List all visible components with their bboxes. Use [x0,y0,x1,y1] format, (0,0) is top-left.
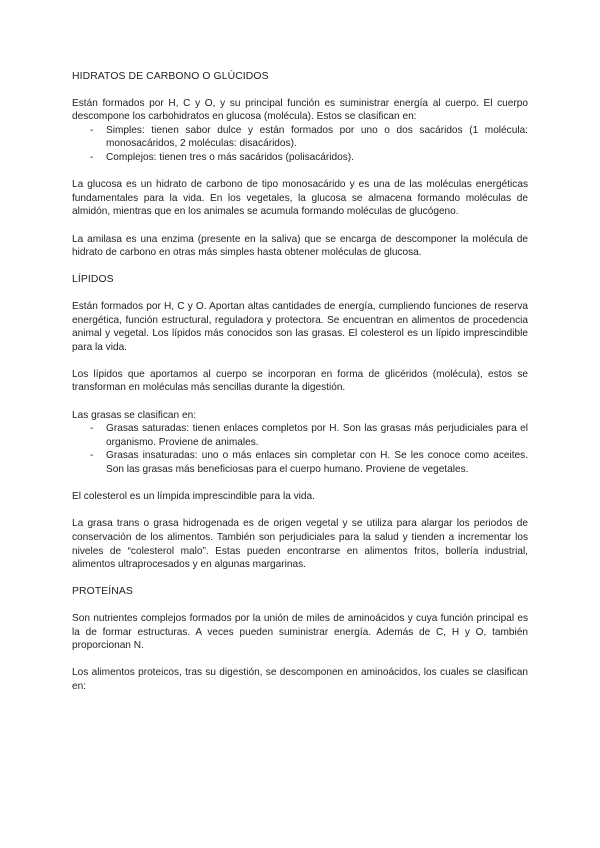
bullet-list [72,124,528,165]
section-title-proteinas: PROTEÍNAS [72,586,133,598]
list-item: - Simples: tienen sabor dulce y están formados por uno o dos sacáridos (1 molécula: monosacáridos, 2 moléculas: disacáridos). [106,124,528,151]
paragraph: Están formados por H, C y O. Aportan altas cantidades de energía, cumpliendo funciones de reserva energética, función estructural, reguladora y protectora. Se encuentran en alimentos de procedencia animal y vegetal. Los lípidos más conocidos son las grasas. El colesterol es un lípido imprescindible para la vida. [72,300,528,353]
paragraph: Los alimentos proteicos, tras su digestión, se descomponen en aminoácidos, los cuales se clasifican en: [72,667,528,692]
paragraph: Los lípidos que aportamos al cuerpo se incorporan en forma de glicéridos (molécula), estos se transforman en moléculas más sencillas durante la digestión. [72,368,528,394]
list-item: - Grasas saturadas: tienen enlaces completos por H. Son las grasas más perjudiciales para el organismo. Proviene de animales. [106,422,528,449]
bullet-list [72,422,528,476]
section-title-lipidos: LÍPIDOS [72,274,114,286]
paragraph: El colesterol es un límpida imprescindible para la vida. [72,491,315,503]
paragraph: La grasa trans o grasa hidrogenada es de origen vegetal y se utiliza para alargar los periodos de conservación de los alimentos. También son perjudiciales para la salud y tienden a incrementar los niveles de “colesterol malo”. Estas pueden encontrarse en alimentos fritos, bollería industrial, alimentos ultraprocesados y en algunas margarinas. [72,518,528,571]
list-item: - Complejos: tienen tres o más sacáridos (polisacáridos). [106,151,528,165]
paragraph: Están formados por H, C y O, y su principal función es suministrar energía al cuerpo. El cuerpo descompone los carbohidratos en glucosa (molécula). Estos se clasifican en: [72,97,528,123]
section-title-carbohidratos: HIDRATOS DE CARBONO O GLÚCIDOS [72,71,269,82]
paragraph: Las grasas se clasifican en: [72,409,196,421]
paragraph: Son nutrientes complejos formados por la unión de miles de aminoácidos y cuya función principal es la de formar estructuras. A veces pueden suministrar energía. Además de C, H y O, también proporcionan N. [72,612,528,652]
paragraph: La amilasa es una enzima (presente en la saliva) que se encarga de descomponer la molécula de hidrato de carbono en otras más simples hasta obtener moléculas de glucosa. [72,233,528,259]
list-item: - Grasas insaturadas: uno o más enlaces sin completar con H. Se les conoce como aceites. Son las grasas más beneficiosas para el cuerpo humano. Proviene de vegetales. [106,449,528,476]
paragraph: La glucosa es un hidrato de carbono de tipo monosacárido y es una de las moléculas energéticas fundamentales para la vida. En los vegetales, la glucosa se almacena formando moléculas de almidón, mientras que en los animales se acumula formando moléculas de glucógeno. [72,179,528,218]
